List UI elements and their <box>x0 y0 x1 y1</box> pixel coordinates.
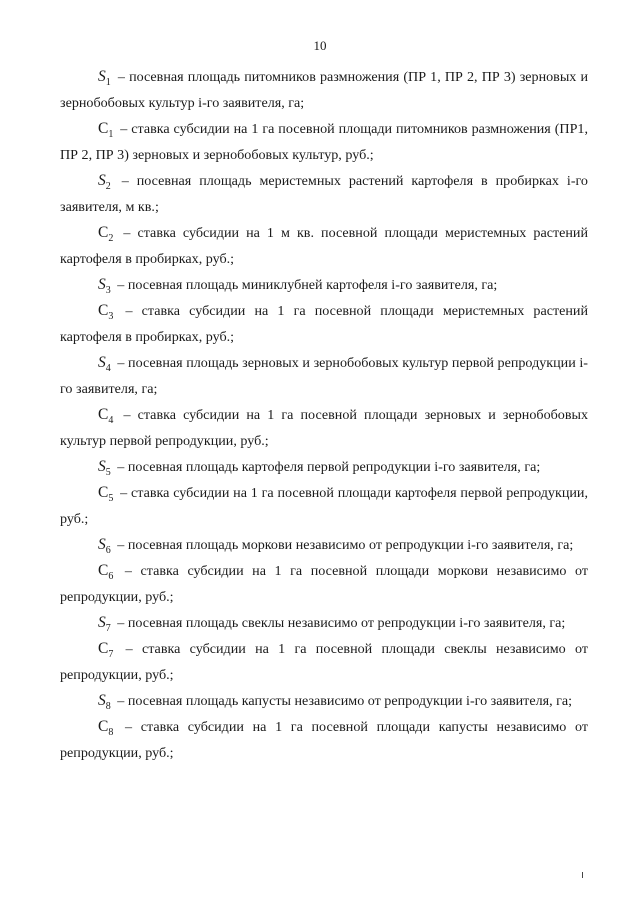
symbol-c7: $С_7$ <box>98 640 114 660</box>
definition-s5 <box>60 454 588 480</box>
definition-c3 <box>60 298 588 350</box>
definition-text: – ставка субсидии на 1 га посевной площади свеклы независимо от репродукции, руб.; <box>60 641 589 683</box>
definition-s7 <box>60 610 588 636</box>
definition-c6 <box>60 558 588 610</box>
definition-s6 <box>60 532 588 558</box>
definition-s8 <box>60 688 588 714</box>
definition-text: – ставка субсидии на 1 га посевной площади капусты независимо от репродукции, руб.; <box>60 719 588 761</box>
definition-text: – ставка субсидии на 1 га посевной площади картофеля первой репродукции, руб.; <box>60 485 588 527</box>
definition-c7 <box>60 636 588 688</box>
definition-c4 <box>60 402 588 454</box>
definition-s1 <box>60 64 588 116</box>
definition-text: – посевная площадь свеклы независимо от репродукции i-го заявителя, га; <box>117 615 566 631</box>
definition-c5 <box>60 480 588 532</box>
definition-text: – ставка субсидии на 1 га посевной площади моркови независимо от репродукции, руб.; <box>60 563 588 605</box>
symbol-s4: $S_4$ <box>98 354 111 374</box>
document-body <box>60 64 588 766</box>
definition-text: – посевная площадь питомников размножения (ПР 1, ПР 2, ПР 3) зерновых и зернобобовых культур i-го заявителя, га; <box>60 69 589 111</box>
symbol-s3: $S_3$ <box>98 276 111 296</box>
definition-text: – посевная площадь картофеля первой репродукции i-го заявителя, га; <box>117 459 541 475</box>
symbol-s7: $S_7$ <box>98 614 111 634</box>
symbol-s2: $S_2$ <box>98 172 111 192</box>
symbol-c6: $С_6$ <box>98 562 114 582</box>
symbol-s5: $S_5$ <box>98 458 111 478</box>
definition-text: – ставка субсидии на 1 га посевной площади меристемных растений картофеля в пробирках, руб.; <box>60 303 588 345</box>
symbol-c1: $С_1$ <box>98 120 114 140</box>
symbol-s1: $S_1$ <box>98 68 111 88</box>
definition-s2 <box>60 168 588 220</box>
definition-text: – посевная площадь капусты независимо от репродукции i-го заявителя, га; <box>117 693 573 709</box>
definition-c1 <box>60 116 588 168</box>
symbol-c5: $С_5$ <box>98 484 114 504</box>
definition-text: – ставка субсидии на 1 га посевной площади зерновых и зернобобовых культур первой репродукции, руб.; <box>60 407 588 449</box>
definition-text: – посевная площадь моркови независимо от репродукции i-го заявителя, га; <box>117 537 574 553</box>
definition-c8 <box>60 714 588 766</box>
definition-text: – ставка субсидии на 1 м кв. посевной площади меристемных растений картофеля в пробирках, руб.; <box>60 225 588 267</box>
definition-s3 <box>60 272 588 298</box>
definition-text: – ставка субсидии на 1 га посевной площади питомников размножения (ПР1, ПР 2, ПР 3) зерновых и зернобобовых культур, руб.; <box>60 121 588 163</box>
symbol-c3: $С_3$ <box>98 302 114 322</box>
definition-text: – посевная площадь меристемных растений картофеля в пробирках i-го заявителя, м кв.; <box>60 173 588 215</box>
symbol-s8: $S_8$ <box>98 692 111 712</box>
symbol-c8: $С_8$ <box>98 718 114 738</box>
symbol-s6: $S_6$ <box>98 536 111 556</box>
definition-s4 <box>60 350 588 402</box>
symbol-c2: $С_2$ <box>98 224 114 244</box>
symbol-c4: $С_4$ <box>98 406 114 426</box>
definition-c2 <box>60 220 588 272</box>
definition-text: – посевная площадь зерновых и зернобобовых культур первой репродукции i-го заявителя, га; <box>60 355 588 397</box>
page-number: 10 <box>313 38 327 53</box>
scan-mark <box>582 872 583 878</box>
definition-text: – посевная площадь миниклубней картофеля i-го заявителя, га; <box>117 277 498 293</box>
